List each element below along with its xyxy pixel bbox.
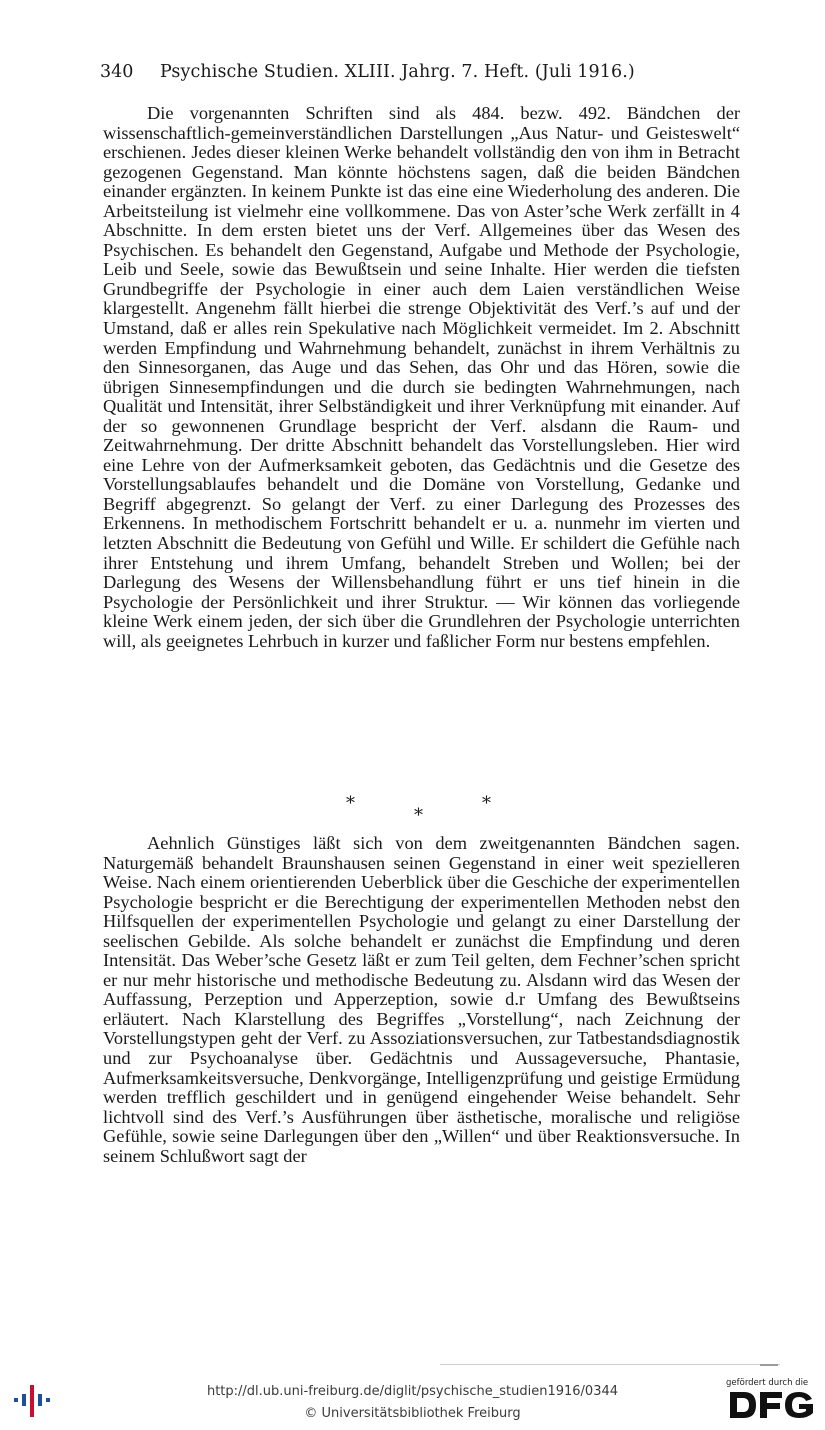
running-title: Psychische Studien. XLIII. Jahrg. 7. Heft. (Juli 1916.) (160, 62, 635, 82)
paragraph-1: Die vorgenannten Schriften sind als 484. bezw. 492. Bändchen der wissenschaftlich-gemeinverständlichen Darstellungen „Aus Natur- und Geisteswelt“ erschienen. Jedes dieser kleinen Werke behandelt vollständig den von ihm in Betracht gezogenen Gegenstand. Man könnte höchstens sagen, daß die beiden Bändchen einander ergänzten. In keinem Punkte ist das eine eine Wiederholung des anderen. Die Arbeitsteilung ist vielmehr eine vollkommene. Das von Aster’sche Werk zerfällt in 4 Abschnitte. In dem ersten bietet uns der Verf. Allgemeines über das Wesen des Psychischen. Es behandelt den Gegenstand, Aufgabe und Methode der Psychologie, Leib und Seele, sowie das Bewußtsein und seine Inhalte. Hier werden die tiefsten Grundbegriffe der Psychologie in einer auch dem Laien verständlichen Weise klargestellt. Angenehm fällt hierbei die strenge Objektivität des Verf.’s auf und der Umstand, daß er alles rein Spekulative nach Möglichkeit vermeidet. Im 2. Abschnitt werden Empfindung und Wahrnehmung behandelt, zunächst in ihrem Verhältnis zu den Sinnesorganen, das Auge und das Sehen, das Ohr und das Hören, sowie die übrigen Sinnesempfindungen und die durch sie bedingten Wahrnehmungen, nach Qualität und Intensität, ihrer Selbständigkeit und ihrer Verknüpfung mit einander. Auf der so gewonnenen Grundlage bespricht der Verf. alsdann die Raum- und Zeitwahrnehmung. Der dritte Abschnitt behandelt das Vorstellungsleben. Hier wird eine Lehre von der Aufmerksamkeit geboten, das Gedächtnis und die Gesetze des Vorstellungsablaufes behandelt und die Domäne von Vorstellung, Gedanke und Begriff abgegrenzt. So gelangt der Verf. zu einer Darlegung des Prozesses des Erkennens. In methodischem Fortschritt behandelt er u. a. nunmehr im vierten und letzten Abschnitt die Bedeutung von Gefühl und Wille. Er schildert die Gefühle nach ihrer Entstehung und ihrem Umfang, behandelt Streben und Wollen; bei der Darlegung des Wesens der Willensbehandlung führt er uns tief hinein in die Psychologie der Persönlichkeit und ihrer Struktur. — Wir können das vorliegende kleine Werk einem jeden, der sich über die Grundlehren der Psychologie unterrichten will, als geeignetes Lehrbuch in kurzer und faßlicher Form nur bestens empfehlen. (103, 103, 740, 651)
page-header (100, 62, 700, 88)
separator-asterisk: * (414, 805, 423, 826)
separator-asterisk: * (482, 793, 491, 814)
dfg-logo-icon (728, 1390, 816, 1420)
sponsor-caption: gefördert durch die (726, 1378, 809, 1388)
dfg-sponsor[interactable] (726, 1378, 818, 1428)
source-url-link[interactable]: http://dl.ub.uni-freiburg.de/diglit/psychische_studien1916/0344 (206, 1384, 619, 1399)
page-number: 340 (100, 62, 134, 82)
footer-divider (440, 1364, 780, 1365)
viewer-footer (0, 1368, 825, 1430)
body-section-1 (103, 104, 740, 651)
paragraph-2: Aehnlich Günstiges läßt sich von dem zweitgenannten Bändchen sagen. Naturgemäß behandelt Braunshausen seinen Gegenstand in einer weit spezielleren Weise. Nach einem orientierenden Ueberblick über die Geschiche der experimentellen Psychologie bespricht er die Berechtigung der experimentellen Methoden nebst den Hilfsquellen der experimentellen Psychologie und gelangt zu einer Darstellung der seelischen Gebilde. Als solche behandelt er zunächst die Empfindung und deren Intensität. Das Weber’sche Gesetz läßt er zum Teil gelten, dem Fechner’schen spricht er nur mehr historische und methodische Bedeutung zu. Alsdann wird das Wesen der Auffassung, Perzeption und Apperzeption, sowie d.r Umfang des Bewußtseins erläutert. Nach Klarstellung des Begriffes „Vorstellung“, nach Zeichnung der Vorstellungstypen geht der Verf. zu Assoziationsversuchen, zur Tatbestandsdiagnostik und zur Psychoanalyse über. Gedächtnis und Aussageversuche, Phantasie, Aufmerksamkeitsversuche, Denkvorgänge, Intelligenzprüfung und geistige Ermüdung werden trefflich geschildert und in genügend eingehender Weise behandelt. Sehr lichtvoll sind des Verf.’s Ausführungen über ästhetische, moralische und religiöse Gefühle, sowie seine Darlegungen über den „Willen“ und über Reaktionsversuche. In seinem Schlußwort sagt der (103, 833, 740, 1166)
copyright-notice: © Universitätsbibliothek Freiburg (304, 1406, 521, 1421)
section-separator (0, 793, 825, 829)
separator-asterisk: * (346, 793, 355, 814)
footer-divider-accent (760, 1364, 778, 1366)
body-section-2 (103, 834, 740, 1166)
